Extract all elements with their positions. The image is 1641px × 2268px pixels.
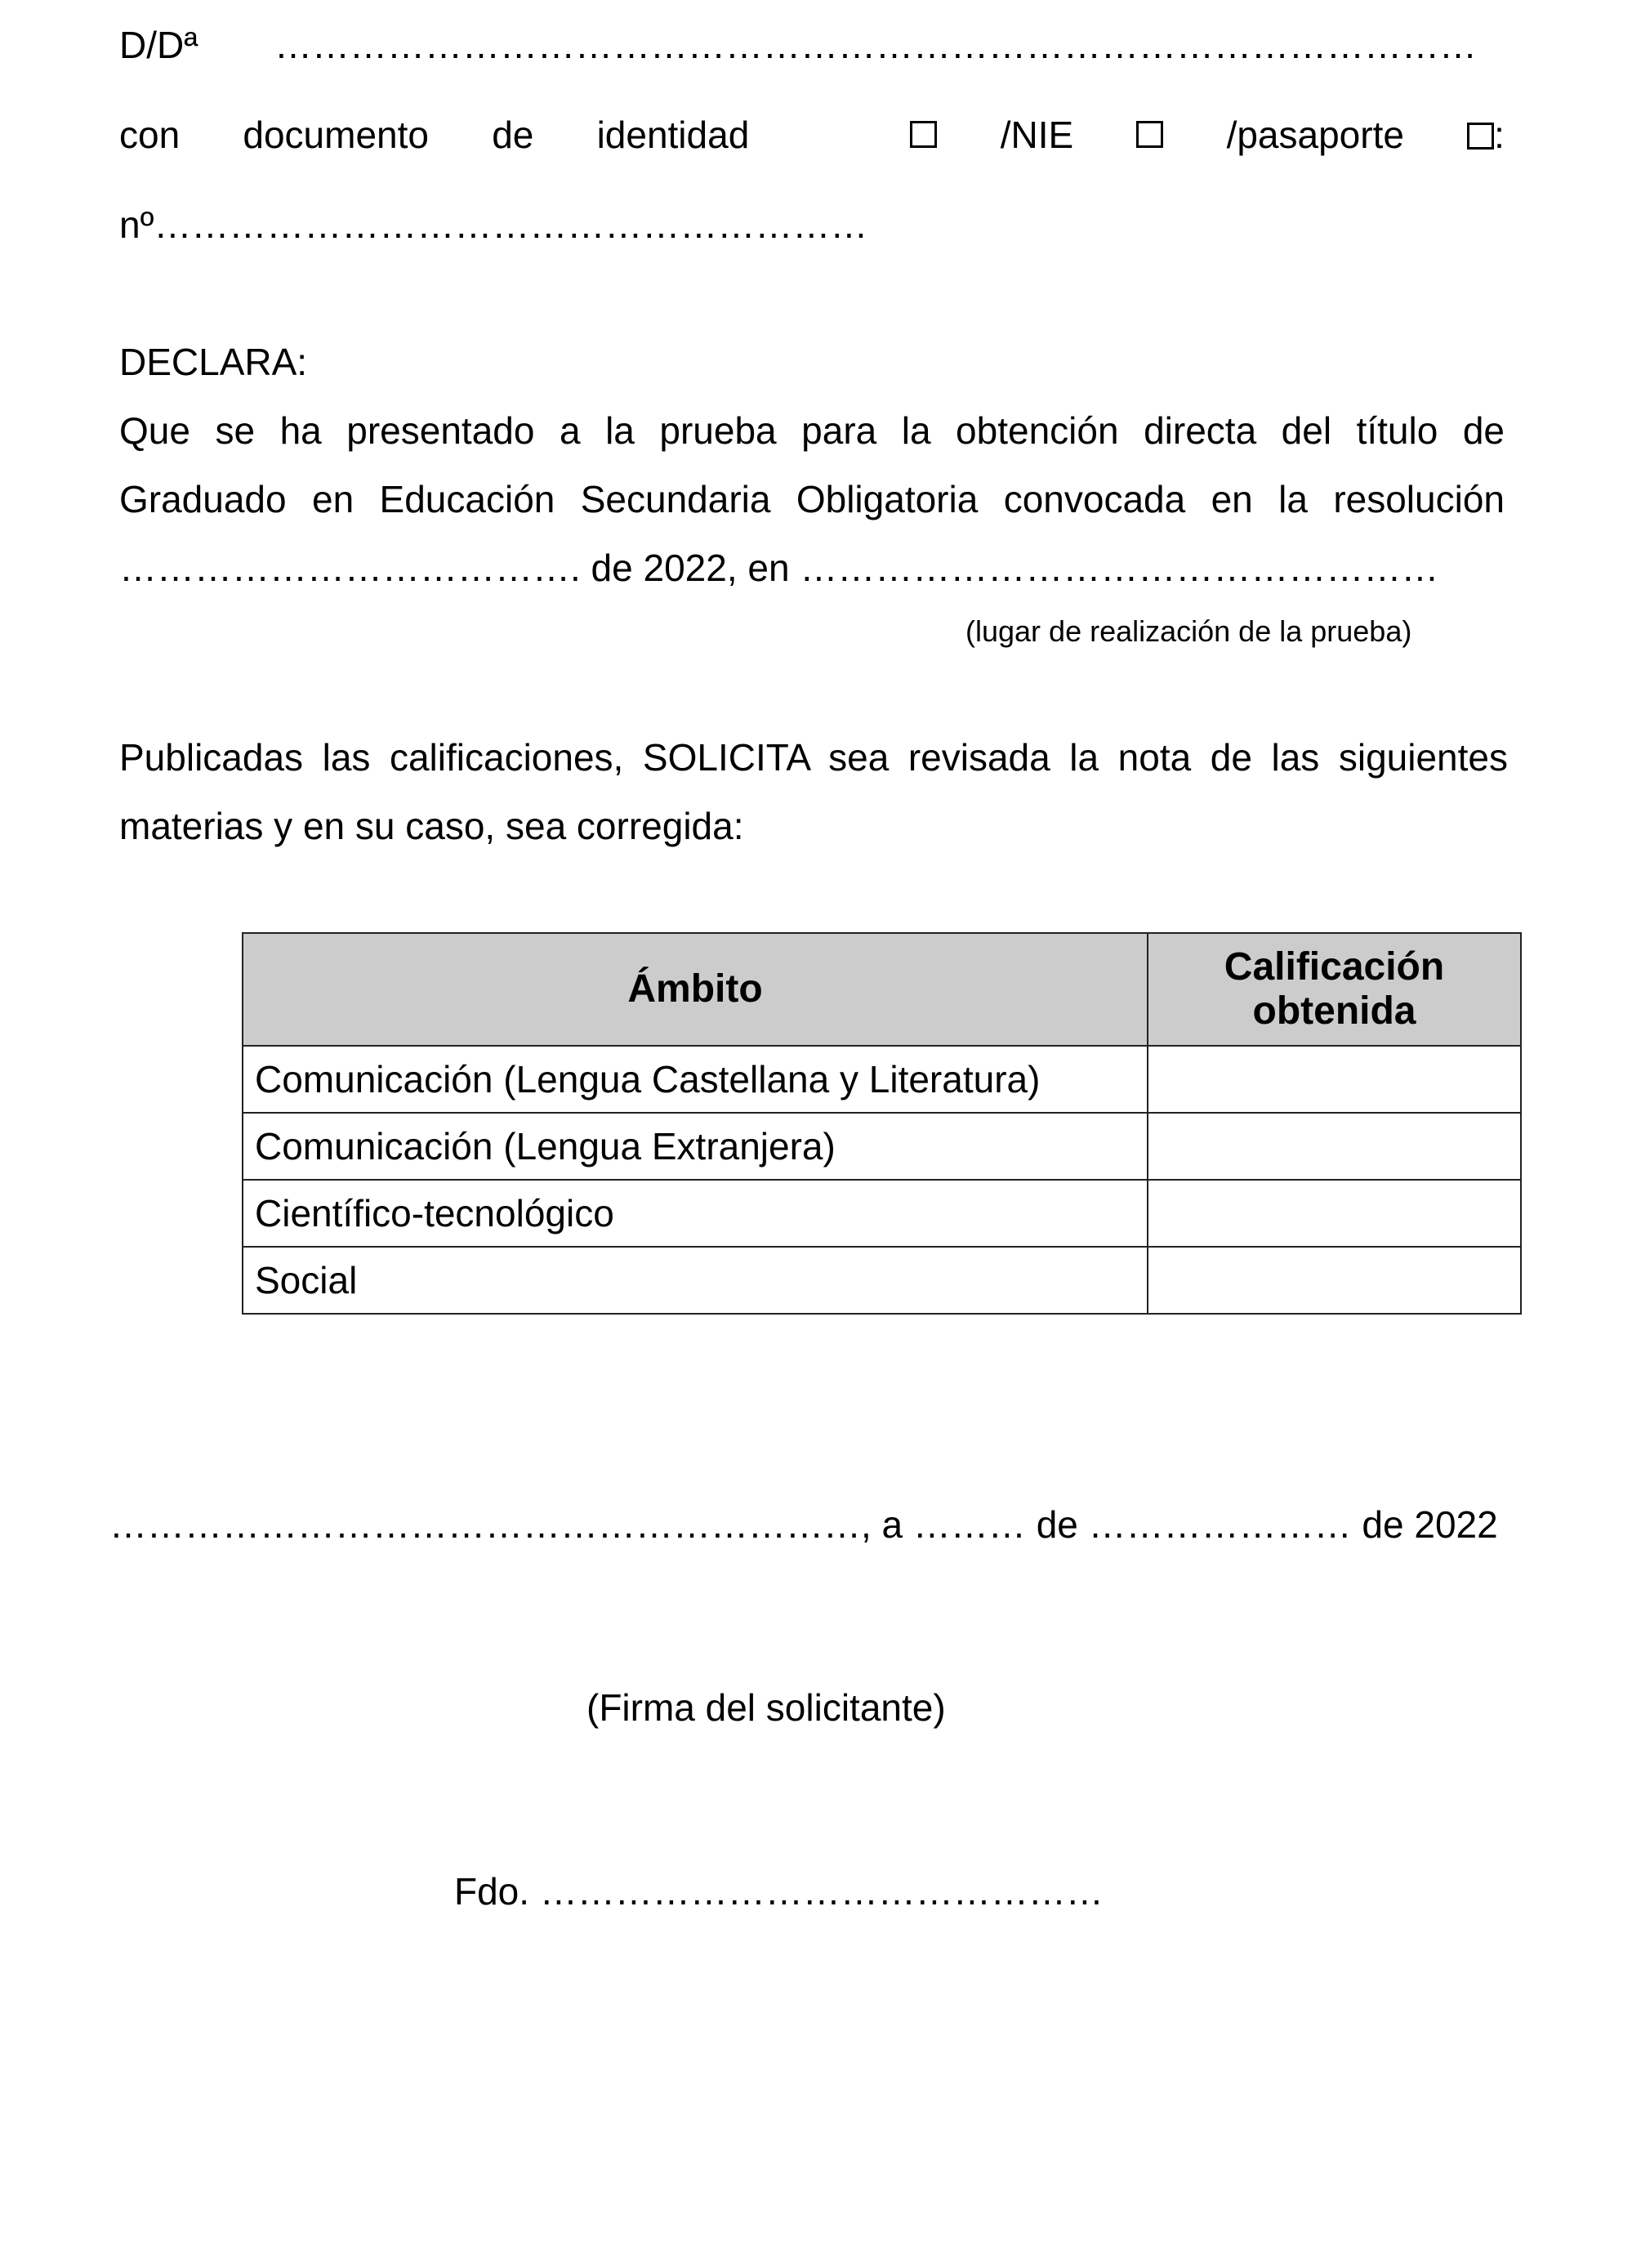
header-calificacion (1148, 933, 1521, 1046)
place-note: (lugar de realización de la prueba) (965, 614, 1412, 648)
place-field[interactable]: …………………………………………… (800, 547, 1439, 589)
table-header-row (243, 933, 1521, 1046)
declara-title: DECLARA: (119, 341, 308, 383)
table-row (243, 1180, 1521, 1247)
number-label: nº (119, 203, 154, 246)
dd-label: D/Dª (119, 24, 198, 66)
solicita-line-2: materias y en su caso, sea corregida: (119, 805, 744, 847)
pasaporte-group (1467, 116, 1505, 154)
solicita-line-1 (119, 736, 1508, 779)
ambito-cell: Social (243, 1247, 1148, 1314)
ambito-cell: Comunicación (Lengua Extranjera) (243, 1113, 1148, 1180)
doc-word-de: de (492, 114, 534, 156)
header-calificacion-line1: Calificación (1224, 945, 1445, 989)
declara-line-1 (119, 409, 1505, 452)
ambito-cell: Científico-tecnológico (243, 1180, 1148, 1247)
doc-word-documento: documento (243, 114, 429, 156)
header-ambito: Ámbito (243, 933, 1148, 1046)
pasaporte-checkbox[interactable] (1467, 123, 1494, 150)
solicita-text-1: Publicadas las calificaciones, SOLICITA sea revisada la nota de las siguientes (119, 736, 1508, 779)
table-row (243, 1247, 1521, 1314)
number-line (119, 203, 868, 246)
resolution-field[interactable]: ………………………………. (119, 547, 581, 589)
table-row (243, 1113, 1521, 1180)
pasaporte-colon: : (1494, 114, 1505, 156)
name-line (119, 26, 1505, 64)
nie-label: /NIE (1000, 114, 1074, 156)
grade-cell[interactable] (1148, 1113, 1521, 1180)
document-type-line (119, 116, 1505, 154)
table-row (243, 1046, 1521, 1113)
number-field[interactable]: ………………………………………………… (154, 203, 868, 246)
declara-line-3 (119, 549, 1438, 587)
grade-cell[interactable] (1148, 1180, 1521, 1247)
fdo-line[interactable]: Fdo. ……………………………………… (454, 1870, 1104, 1913)
pasaporte-label: /pasaporte (1226, 114, 1404, 156)
dni-checkbox[interactable] (910, 121, 937, 148)
ambito-cell: Comunicación (Lengua Castellana y Literatura) (243, 1046, 1148, 1113)
name-field[interactable]: …………………………………………………………………………………… (274, 24, 1477, 66)
grade-cell[interactable] (1148, 1247, 1521, 1314)
header-calificacion-line2: obtenida (1252, 989, 1416, 1033)
doc-word-con: con (119, 114, 181, 156)
grade-cell[interactable] (1148, 1046, 1521, 1113)
signature-label: (Firma del solicitante) (586, 1686, 946, 1729)
year-text: de 2022, en (580, 547, 800, 589)
nie-checkbox[interactable] (1136, 121, 1163, 148)
doc-word-identidad: identidad (596, 114, 750, 156)
declara-text-2: Graduado en Educación Secundaria Obligatoria convocada en la resolución (119, 478, 1505, 520)
grades-table (242, 932, 1522, 1315)
date-line[interactable]: ……………………………………………………, a ……… de ………………… de 2022 (109, 1503, 1498, 1546)
declara-line-2 (119, 480, 1505, 518)
declara-text-1: Que se ha presentado a la prueba para la obtención directa del título de (119, 409, 1505, 452)
